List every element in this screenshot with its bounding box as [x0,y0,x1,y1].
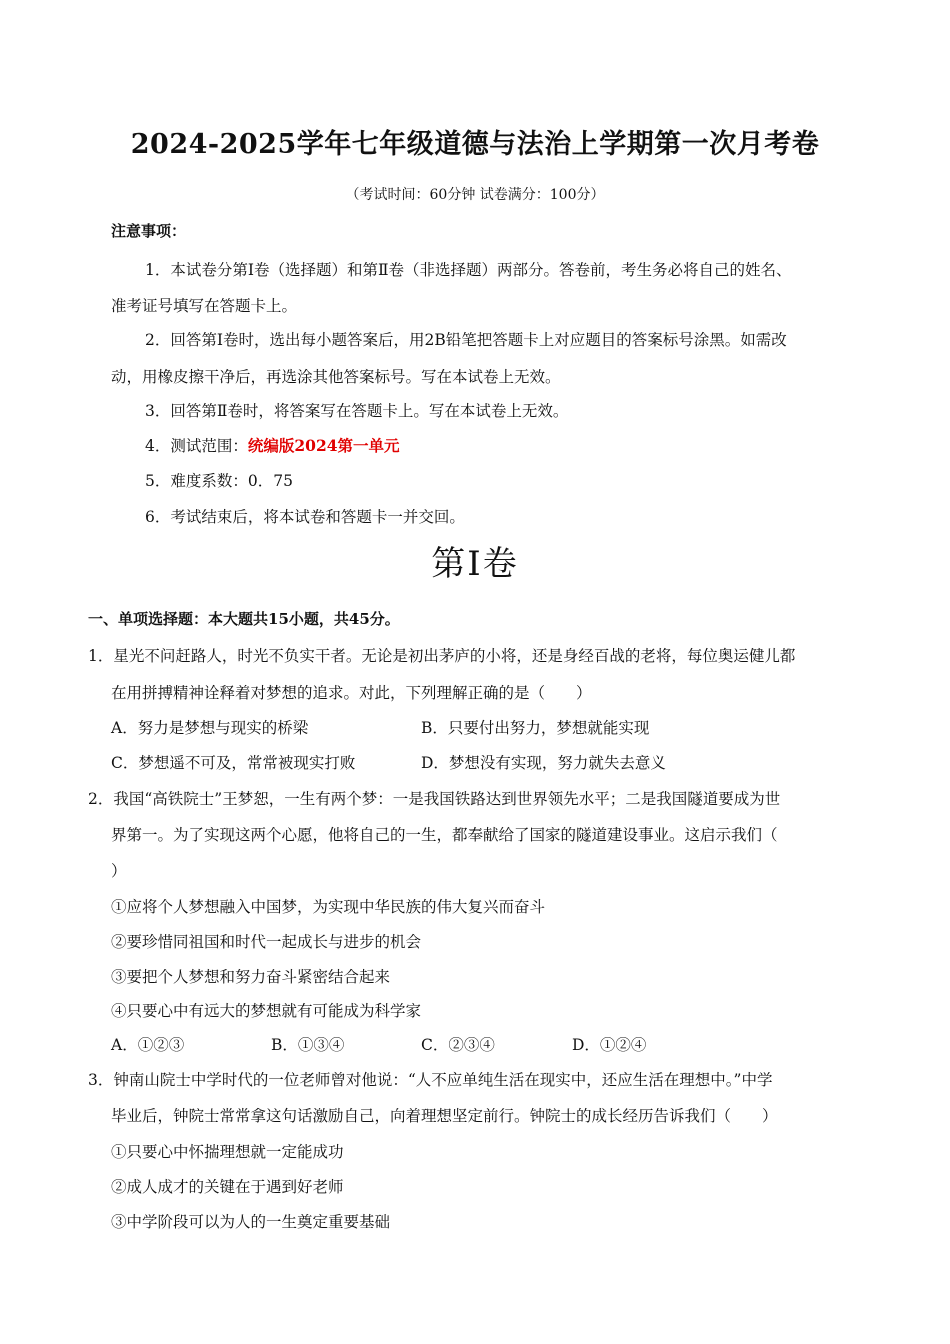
question-2-option-b: B．①③④ [271,1036,345,1054]
part-title: 第Ⅰ卷 [431,544,519,584]
question-1-option-a: A．努力是梦想与现实的桥梁 [111,719,309,737]
exam-subtitle: （考试时间：60分钟 试卷满分：100分） [345,187,605,203]
question-3-statement-1: ①只要心中怀揣理想就一定能成功 [111,1143,344,1161]
question-3-line-2: 毕业后，钟院士常常拿这句话激励自己，向着理想坚定前行。钟院士的成长经历告诉我们（ ） [111,1107,778,1125]
question-2-line-1: 2．我国“高铁院士”王梦恕，一生有两个梦：一是我国铁路达到世界领先水平；二是我国隧道要成为世 [88,790,781,808]
notice-item-4 [145,434,400,456]
notice-heading: 注意事项： [111,222,187,240]
question-3-line-1: 3．钟南山院士中学时代的一位老师曾对他说：“人不应单纯生活在现实中，还应生活在理想中。”中学 [88,1071,773,1089]
question-2-option-a: A．①②③ [111,1036,185,1054]
question-3-statement-3: ③中学阶段可以为人的一生奠定重要基础 [111,1213,391,1231]
exam-title: 2024-2025学年七年级道德与法治上学期第一次月考卷 [130,129,820,160]
notice-item-6: 6．考试结束后，将本试卷和答题卡一并交回。 [145,508,465,526]
section-heading: 一、单项选择题：本大题共15小题，共45分。 [88,610,400,628]
notice-item-4-label: 4．测试范围： [145,437,248,455]
notice-item-3: 3．回答第Ⅱ卷时，将答案写在答题卡上。写在本试卷上无效。 [145,402,569,420]
question-2-line-3: ） [111,862,127,880]
notice-item-1-line-2: 准考证号填写在答题卡上。 [111,297,298,315]
question-1-option-d: D．梦想没有实现，努力就失去意义 [421,754,666,772]
question-1-option-b: B．只要付出努力，梦想就能实现 [421,719,650,737]
question-1-line-1: 1．星光不问赶路人，时光不负实干者。无论是初出茅庐的小将，还是身经百战的老将，每位奥运健儿都 [88,647,796,665]
question-2-statement-3: ③要把个人梦想和努力奋斗紧密结合起来 [111,968,391,986]
question-2-line-2: 界第一。为了实现这两个心愿，他将自己的一生，都奉献给了国家的隧道建设事业。这启示我们（ [111,826,778,844]
question-3-statement-2: ②成人成才的关键在于遇到好老师 [111,1178,344,1196]
notice-item-2-line-1: 2．回答第Ⅰ卷时，选出每小题答案后，用2B铅笔把答题卡上对应题目的答案标号涂黑。如需改 [145,331,787,349]
question-2-statement-1: ①应将个人梦想融入中国梦，为实现中华民族的伟大复兴而奋斗 [111,898,546,916]
question-2-statement-4: ④只要心中有远大的梦想就有可能成为科学家 [111,1002,422,1020]
notice-item-1-line-1: 1．本试卷分第Ⅰ卷（选择题）和第Ⅱ卷（非选择题）两部分。答卷前，考生务必将自己的姓名、 [145,261,792,279]
question-2-statement-2: ②要珍惜同祖国和时代一起成长与进步的机会 [111,933,422,951]
question-2-option-d: D．①②④ [572,1036,647,1054]
question-1-option-c: C．梦想遥不可及，常常被现实打败 [111,754,356,772]
question-2-option-c: C．②③④ [421,1036,495,1054]
test-scope-value: 统编版2024第一单元 [247,436,400,455]
notice-item-2-line-2: 动，用橡皮擦干净后，再选涂其他答案标号。写在本试卷上无效。 [111,368,561,386]
question-1-line-2: 在用拼搏精神诠释着对梦想的追求。对此，下列理解正确的是（ ） [111,684,592,702]
notice-item-5: 5．难度系数：0．75 [145,472,293,490]
